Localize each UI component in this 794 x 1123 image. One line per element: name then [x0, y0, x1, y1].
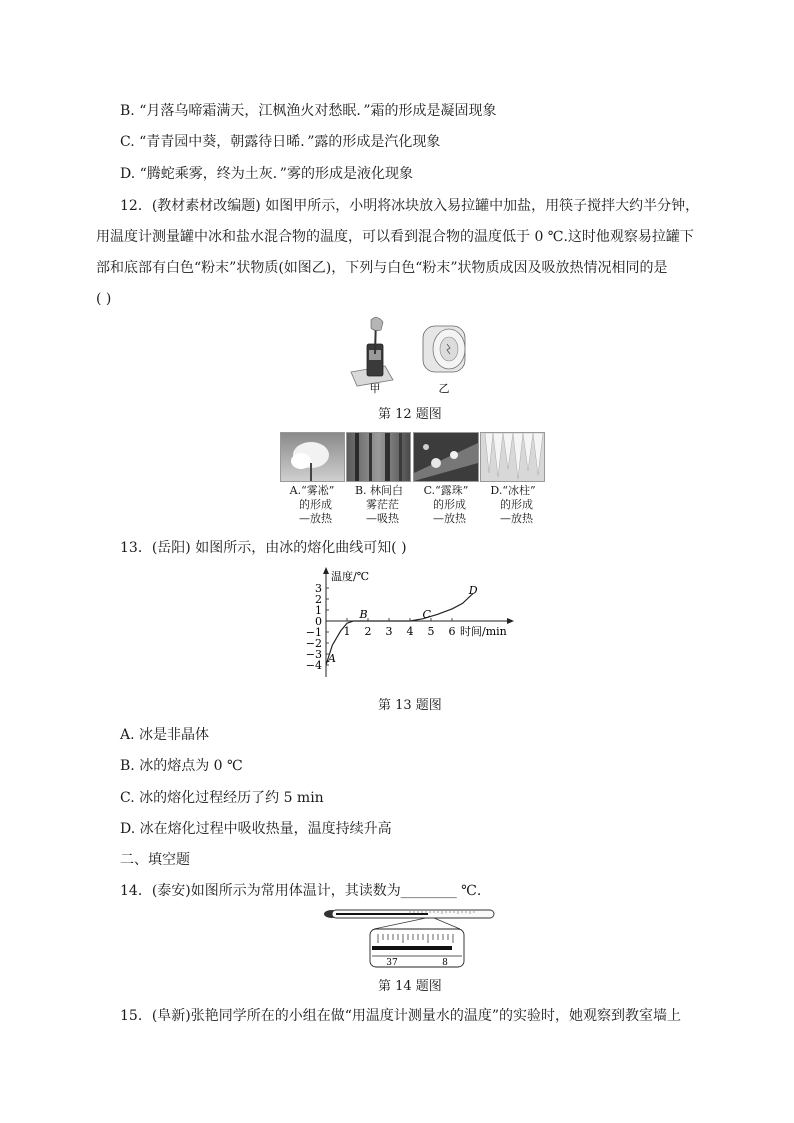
y-tick-label: 0 [315, 615, 322, 628]
q12-figure [345, 314, 475, 396]
y-axis-label: 温度/℃ [331, 570, 370, 583]
option-b-forest-fog-image [346, 432, 411, 482]
option-c-dew-image [413, 432, 479, 482]
x-tick-label: 3 [385, 625, 393, 638]
zoom-guide-left [374, 918, 426, 929]
option-b-label: B. 林间白 雾茫茫 —吸热 [354, 484, 404, 525]
y-tick-label: −1 [305, 626, 322, 639]
thermometer-body [324, 910, 494, 918]
q11-option-c: C. “青青园中葵，朝露待日晞．”露的形成是汽化现象 [120, 134, 441, 150]
q14-caption: 第 14 题图 [378, 979, 442, 994]
fig-label-jia: 甲 [369, 382, 381, 395]
q13-option-d: D. 冰在熔化过程中吸收热量，温度持续升高 [120, 821, 392, 837]
q13-option-c: C. 冰的熔化过程经历了约 5 min [120, 790, 324, 806]
q12-caption: 第 12 题图 [378, 407, 442, 422]
q15-stem: 15．(阜新)张艳同学所在的小组在做“用温度计测量水的温度”的实验时，她观察到教室墙上 [120, 1008, 682, 1024]
x-axis-label: 时间/min [460, 625, 507, 638]
x-tick-label: 6 [448, 625, 456, 638]
q13-stem: 13．(岳阳) 如图所示，由冰的熔化曲线可知( ) [120, 540, 407, 556]
q13-option-a: A. 冰是非晶体 [120, 727, 210, 743]
q12-stem-line3: 部和底部有白色“粉末”状物质(如图乙)，下列与白色“粉末”状物质成因及吸放热情况相同的是 [96, 260, 668, 276]
point-label-d: D [468, 583, 478, 597]
y-tick-label: 3 [315, 582, 322, 595]
scale-label-8: 8 [442, 958, 448, 968]
fig-label-yi: 乙 [438, 382, 450, 395]
point-label-c: C [422, 608, 431, 621]
option-d-icicle-image [480, 432, 545, 482]
option-d-label: D.“冰柱” 的形成 —放热 [490, 484, 536, 525]
point-label-a: A [328, 652, 336, 665]
magnified-scale [370, 929, 464, 967]
y-tick-label: −3 [305, 648, 322, 661]
can-with-chopstick-image [351, 317, 393, 386]
q12-stem-line2: 用温度计测量罐中冰和盐水混合物的温度，可以看到混合物的温度低于 0 ℃.这时他观察易拉罐下 [96, 229, 694, 245]
option-c-label: C.“露珠” 的形成 —放热 [423, 484, 469, 525]
q11-option-d: D. “腾蛇乘雾，终为土灰．”雾的形成是液化现象 [120, 166, 413, 182]
x-tick-label: 4 [406, 625, 414, 638]
x-tick-label: 2 [364, 625, 372, 638]
q11-option-b: B. “月落乌啼霜满天，江枫渔火对愁眠．”霜的形成是凝固现象 [120, 103, 497, 119]
zoom-guide-right [434, 918, 460, 929]
option-a-rime-image [280, 432, 345, 482]
melting-curve-chart [300, 565, 525, 683]
q12-stem-line1: 12．(教材素材改编题) 如图甲所示，小明将冰块放入易拉罐中加盐，用筷子搅拌大约半分钟， [120, 198, 700, 214]
y-tick-label: −4 [305, 659, 322, 672]
x-tick-label: 1 [343, 625, 351, 638]
scale-label-37: 37 [386, 958, 398, 968]
q12-answer-bracket: ( ) [96, 291, 112, 307]
option-a-label: A.“雾凇” 的形成 —放热 [289, 484, 335, 525]
section-title: 二、填空题 [120, 852, 190, 868]
frosted-can-image [423, 326, 465, 372]
q13-option-b: B. 冰的熔点为 0 ℃ [120, 758, 243, 774]
q14-stem: 14．(泰安)如图所示为常用体温计，其读数为________ ℃. [120, 883, 482, 899]
y-tick-label: 1 [315, 604, 322, 617]
x-axis-arrow [507, 618, 514, 624]
x-tick-label: 5 [427, 625, 435, 638]
y-tick-label: −2 [305, 637, 322, 650]
y-tick-label: 2 [315, 593, 322, 606]
thermometer-figure [322, 903, 498, 971]
q13-caption: 第 13 题图 [378, 698, 442, 713]
point-label-b: B [359, 608, 368, 621]
y-axis-arrow [323, 567, 329, 574]
